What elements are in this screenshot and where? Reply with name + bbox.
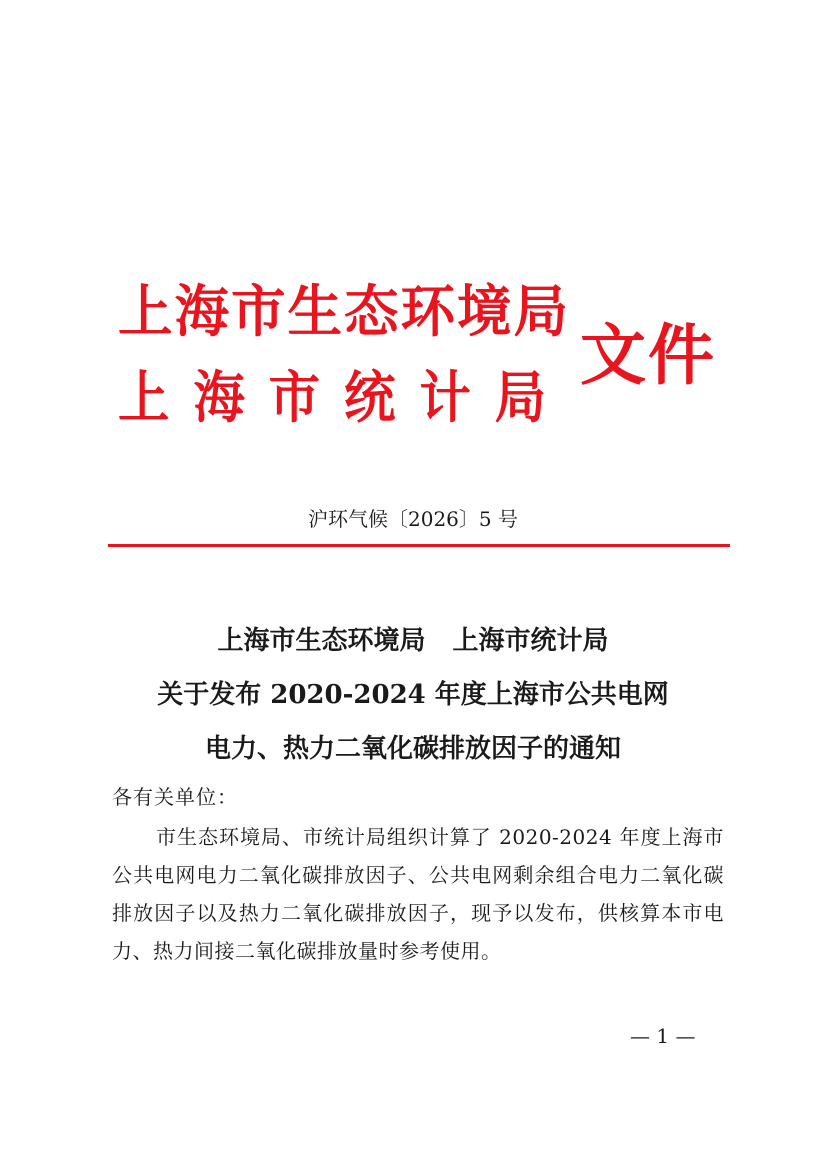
red-masthead (118, 268, 718, 438)
salutation: 各有关单位： (112, 785, 238, 809)
document-title (0, 614, 826, 776)
page-number: — 1 — (630, 1024, 696, 1048)
title-line-3: 电力、热力二氧化碳排放因子的通知 (204, 734, 621, 764)
masthead-org-line-1: 上海市生态环境局 (118, 280, 570, 345)
masthead-suffix: 文件 (580, 317, 716, 394)
masthead-org-line-2: 上海市统计局 (118, 366, 570, 431)
title-line-2: 关于发布 2020-2024 年度上海市公共电网 (157, 680, 669, 710)
document-number: 沪环气候〔2026〕5 号 (308, 507, 518, 531)
body-paragraph: 市生态环境局、市统计局组织计算了 2020-2024 年度上海市公共电网电力二氧化碳排放因子、公共电网剩余组合电力二氧化碳排放因子以及热力二氧化碳排放因子，现予以发布，供核算本市电力、热力间接二氧化碳排放量时参考使用。 (112, 825, 724, 963)
red-divider-line (108, 544, 730, 547)
title-line-1: 上海市生态环境局 上海市统计局 (217, 626, 609, 656)
